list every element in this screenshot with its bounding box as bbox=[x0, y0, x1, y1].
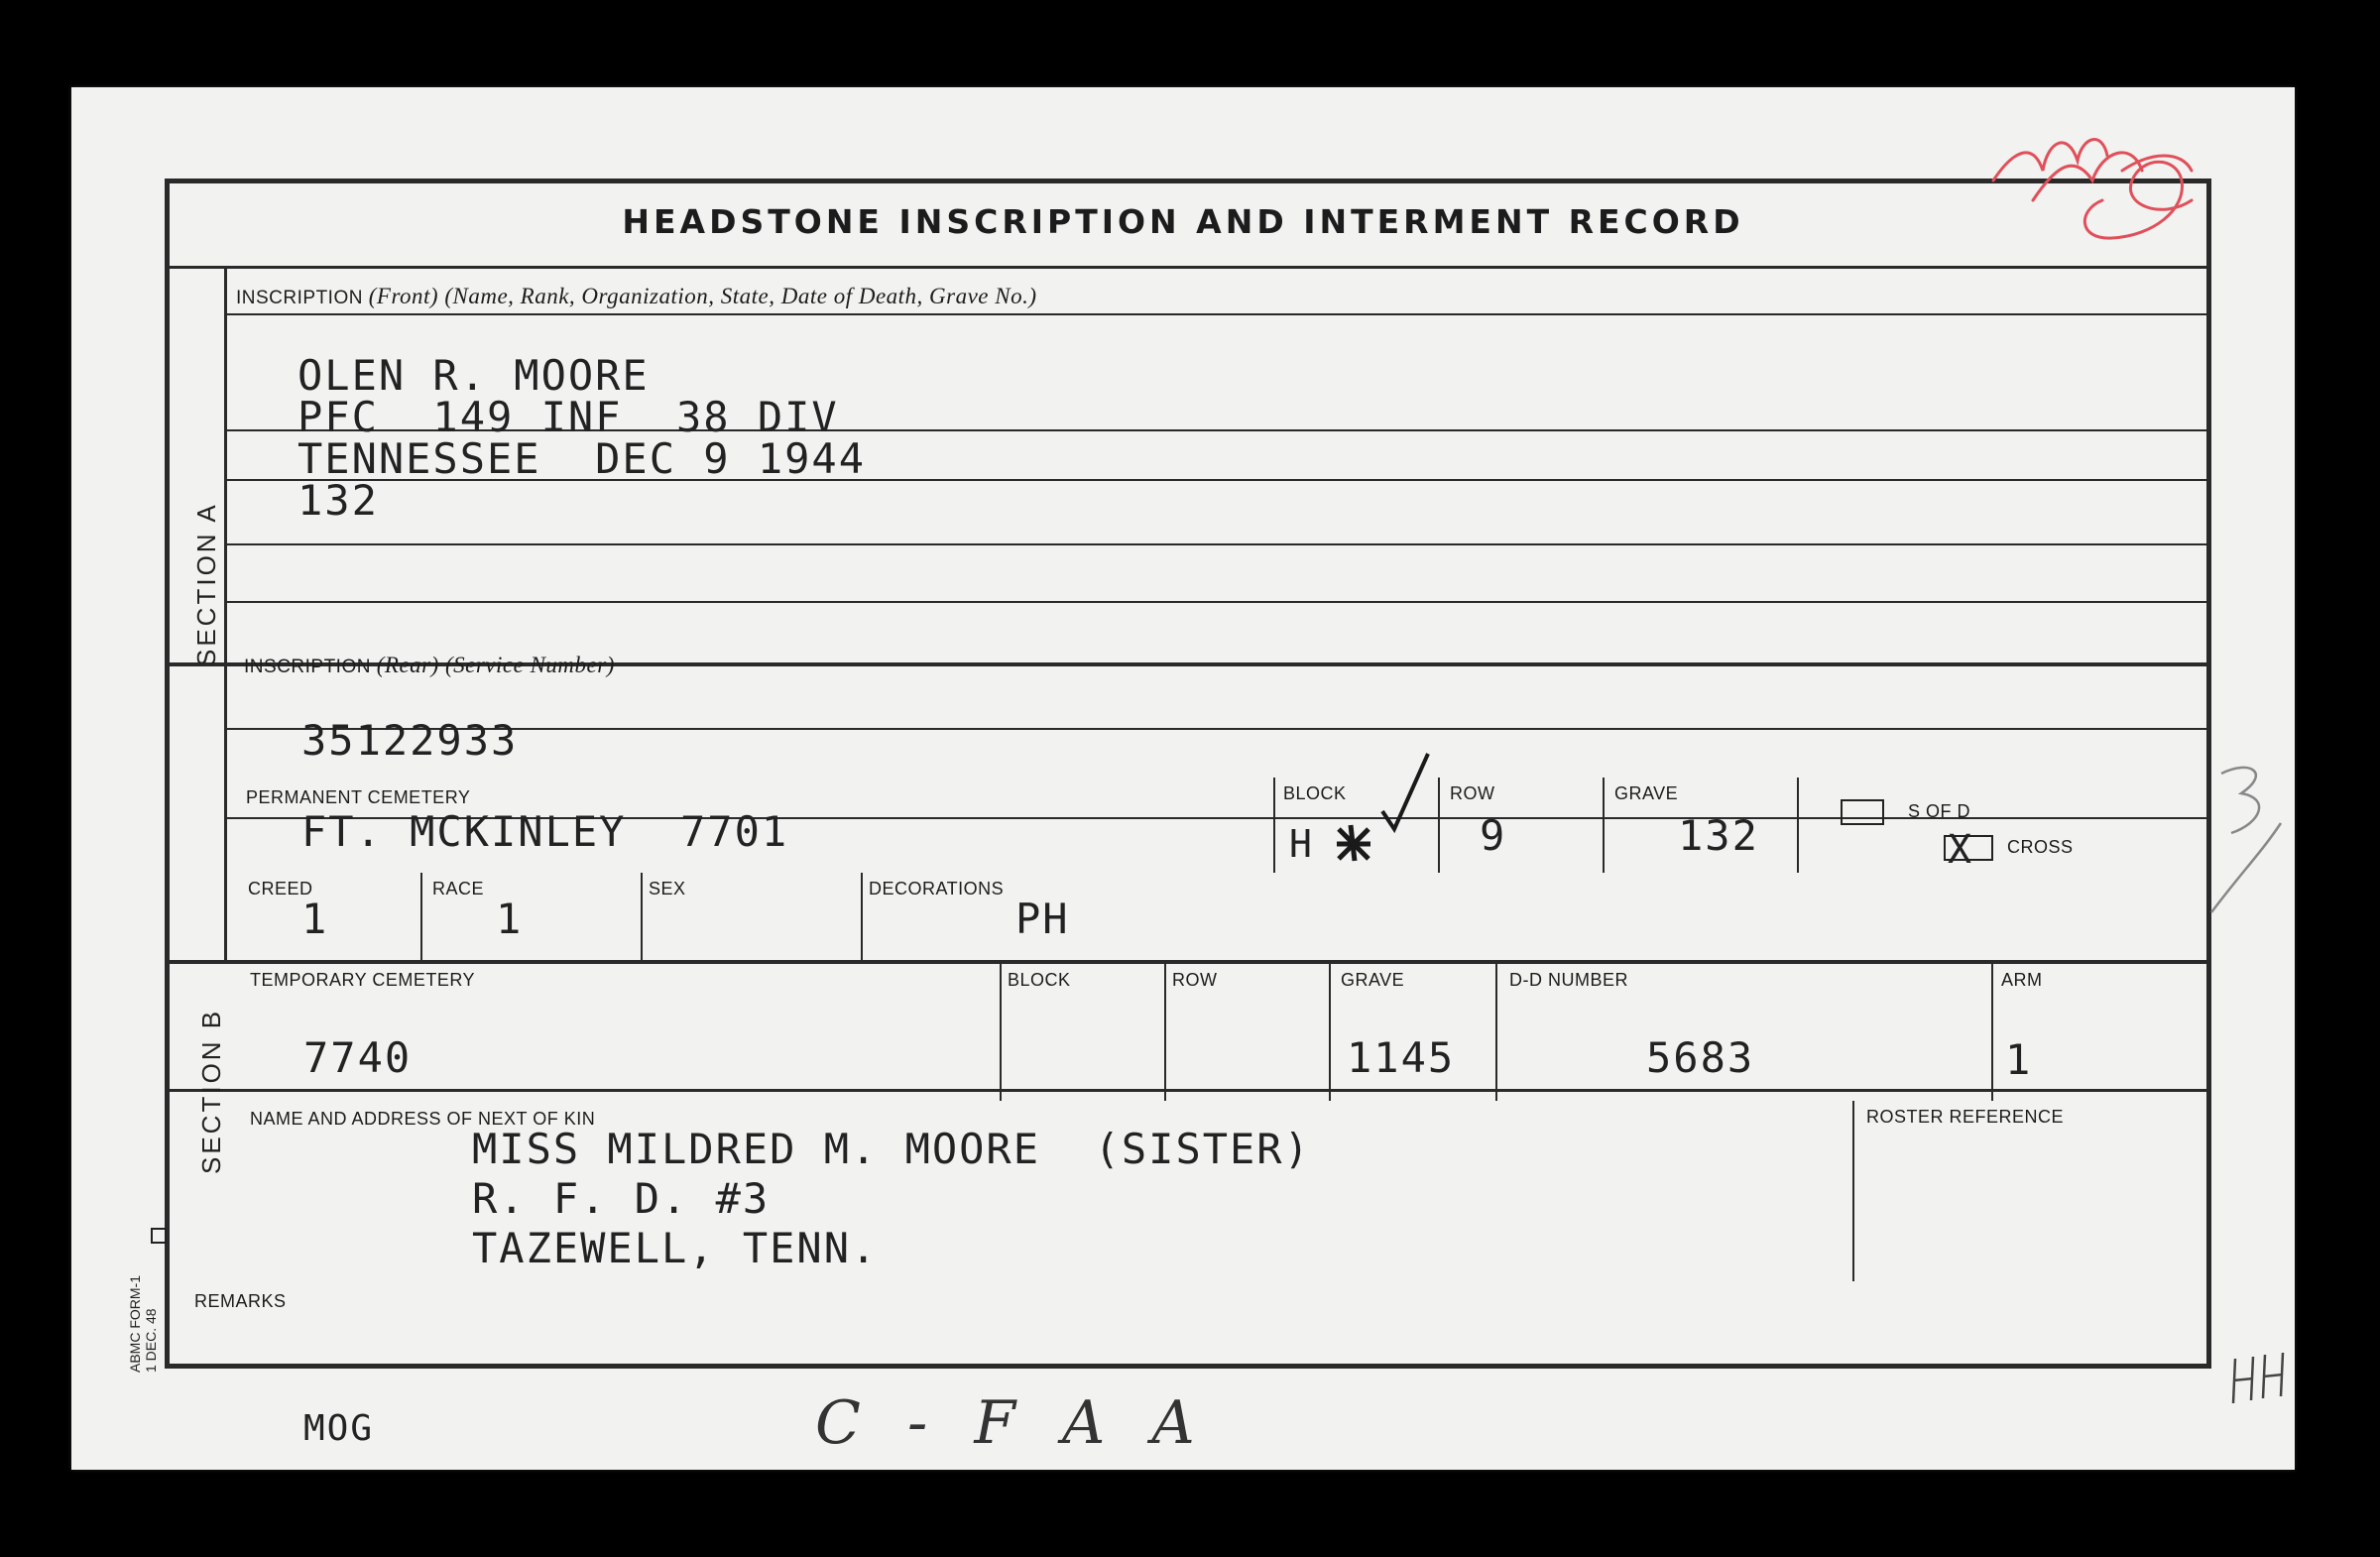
temp-grave-value: 1145 bbox=[1347, 1033, 1456, 1082]
roster-reference-label: ROSTER REFERENCE bbox=[1866, 1107, 2065, 1127]
form-id-checkbox bbox=[151, 1228, 167, 1244]
arm-value: 1 bbox=[2005, 1035, 2033, 1084]
divider bbox=[420, 873, 422, 964]
divider bbox=[1164, 964, 1166, 1101]
section-a-label: SECTION A bbox=[191, 502, 221, 666]
inscription-line-4: 132 bbox=[298, 476, 379, 525]
divider bbox=[1603, 778, 1605, 873]
sex-label: SEX bbox=[649, 879, 686, 898]
permanent-cemetery-value: FT. MCKINLEY 7701 bbox=[301, 807, 789, 856]
form-id-line1: ABMC FORM-1 bbox=[127, 1275, 143, 1373]
divider bbox=[1273, 778, 1275, 873]
cross-mark: X bbox=[1948, 827, 1972, 873]
block-label: BLOCK bbox=[1283, 783, 1347, 803]
decorations-value: PH bbox=[1015, 895, 1070, 943]
remarks-label: REMARKS bbox=[194, 1291, 287, 1311]
divider bbox=[1797, 778, 1799, 873]
sofd-label: S OF D bbox=[1908, 801, 1971, 821]
handwritten-code: C - F A A bbox=[815, 1388, 1209, 1458]
grave-label: GRAVE bbox=[1614, 783, 1679, 803]
row-value: 9 bbox=[1480, 811, 1507, 860]
form-id bbox=[127, 1275, 159, 1373]
inscription-line-3: TENNESSEE DEC 9 1944 bbox=[298, 434, 867, 483]
section-b-label: SECTION B bbox=[196, 1008, 226, 1174]
arm-label: ARM bbox=[2001, 970, 2043, 990]
kin-line-1: MISS MILDRED M. MOORE (SISTER) bbox=[472, 1125, 1311, 1173]
red-pencil-scribble bbox=[1983, 111, 2211, 250]
kin-line-3: TAZEWELL, TENN. bbox=[472, 1224, 879, 1272]
inscription-front-text bbox=[298, 351, 867, 525]
grave-value: 132 bbox=[1678, 811, 1759, 860]
divider bbox=[1495, 964, 1497, 1101]
temporary-cemetery-value: 7740 bbox=[303, 1033, 413, 1082]
divider bbox=[1991, 964, 1993, 1101]
next-of-kin-address bbox=[472, 1125, 1311, 1273]
inscription-line-2: PFC 149 INF 38 DIV bbox=[298, 393, 839, 441]
divider bbox=[1329, 964, 1331, 1101]
decorations-label: DECORATIONS bbox=[869, 879, 1005, 898]
creed-value: 1 bbox=[301, 895, 329, 943]
form-id-line2: 1 DEC. 48 bbox=[143, 1308, 159, 1373]
pencil-margin-mark bbox=[2202, 754, 2291, 942]
temp-row-label: ROW bbox=[1172, 970, 1218, 990]
strike-check-mark bbox=[1331, 750, 1458, 869]
dd-number-value: 5683 bbox=[1646, 1033, 1755, 1082]
cross-label: CROSS bbox=[2007, 837, 2074, 857]
block-value: H bbox=[1289, 822, 1314, 866]
form-title: HEADSTONE INSCRIPTION AND INTERMENT RECORD bbox=[622, 202, 1744, 241]
creed-label: CREED bbox=[248, 879, 313, 898]
temp-grave-label: GRAVE bbox=[1341, 970, 1405, 990]
dd-number-label: D-D NUMBER bbox=[1509, 970, 1628, 990]
kin-line-2: R. F. D. #3 bbox=[472, 1174, 771, 1223]
sofd-checkbox[interactable] bbox=[1841, 799, 1884, 825]
temporary-cemetery-label: TEMPORARY CEMETERY bbox=[250, 970, 476, 990]
mog-code: MOG bbox=[303, 1408, 375, 1449]
divider bbox=[1852, 1101, 1854, 1281]
race-label: RACE bbox=[432, 879, 485, 898]
divider bbox=[1000, 964, 1002, 1101]
service-number: 35122933 bbox=[301, 716, 519, 765]
race-value: 1 bbox=[496, 895, 524, 943]
permanent-cemetery-label: PERMANENT CEMETERY bbox=[246, 787, 471, 807]
temp-block-label: BLOCK bbox=[1008, 970, 1071, 990]
next-of-kin-label: NAME AND ADDRESS OF NEXT OF KIN bbox=[250, 1109, 596, 1129]
row-label: ROW bbox=[1450, 783, 1495, 803]
divider bbox=[641, 873, 643, 964]
pencil-initials-mark bbox=[2225, 1349, 2295, 1418]
divider bbox=[861, 873, 863, 964]
inscription-rear-label: INSCRIPTION (Rear) (Service Number) bbox=[244, 653, 615, 677]
inscription-front-label: INSCRIPTION (Front) (Name, Rank, Organization, State, Date of Death, Grave No.) bbox=[236, 284, 1037, 308]
inscription-line-1: OLEN R. MOORE bbox=[298, 351, 650, 400]
